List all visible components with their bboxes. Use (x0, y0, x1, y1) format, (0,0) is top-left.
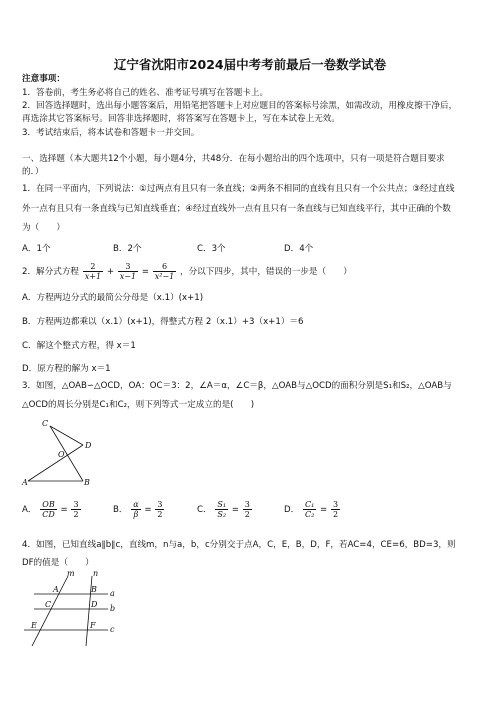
q2-fraction-2: $\frac{3}{x-1}$ (119, 262, 137, 281)
q4-label-line-b: b (110, 604, 116, 613)
q1-option-d: D．4个 (284, 244, 314, 254)
q4-text-line1: 4．如图，已知直线a∥b∥c，直线m，n与a，b，c分别交于点A，C，E，B，D，F，若AC=4，CE=6，BD=3，则 (22, 540, 456, 550)
q2-option-d: D．原方程的解为 x＝1 (22, 364, 111, 374)
q3-text-line2: △OCD的周长分别是C₁和C₂，则下列等式一定成立的是( ) (22, 400, 255, 410)
q3-label-b: B (84, 478, 90, 487)
q4-label-a: A (53, 585, 59, 594)
q3-label-a: A (22, 478, 28, 487)
section-heading-cont: 的．） (22, 167, 44, 177)
q4-label-d: D (91, 600, 98, 609)
q3-figure (20, 417, 100, 487)
q3-label-d: D (85, 441, 92, 450)
q3-label-c: C (42, 419, 49, 428)
q4-label-b: B (91, 585, 97, 594)
q1-option-a: A．1个 (22, 244, 51, 254)
q4-label-f: F (90, 621, 96, 630)
q4-label-m: m (67, 569, 75, 578)
notice-item-2-cont: 再选涂其它答案标号。回答非选择题时，将答案写在答题卡上，写在本试卷上无效。 (22, 114, 340, 124)
notice-item-1: 1．答卷前，考生务必将自己的姓名、准考证号填写在答题卡上。 (22, 88, 269, 98)
q3-option-b: B． $\frac{\alpha}{\beta}$ = $\frac{3}{2}$ (113, 500, 163, 519)
q1-option-c: C．3个 (197, 244, 226, 254)
q4-label-n: n (93, 569, 99, 578)
exam-title: 辽宁省沈阳市2024届中考考前最后一卷数学试卷 (113, 57, 387, 72)
notice-item-3: 3．考试结束后，将本试卷和答题卡一并交回。 (22, 128, 200, 138)
q1-text-line2: 外一点有且只有一条直线与已知直线垂直；④经过直线外一点有且只有一条直线与已知直线平行，其中正确的个数 (22, 204, 451, 214)
q3-text-line1: 3．如图，△OAB∽△OCD，OA：OC＝3：2，∠A＝α，∠C＝β，△OAB与△OCD的面积分别是S₁和S₂，△OAB与 (22, 381, 452, 391)
q2-option-c: C．解这个整式方程，得 x＝1 (22, 341, 136, 351)
q2-prefix: 2．解分式方程 (22, 267, 80, 277)
q4-label-e: E (31, 621, 37, 630)
q4-label-line-c: c (110, 625, 115, 634)
section-heading: 一、选择题（本大题共12个小题，每小题4分，共48分．在每小题给出的四个选项中，只有一项是符合题目要求 (22, 154, 445, 164)
notice-item-2: 2．回答选择题时，选出每小题答案后，用铅笔把答题卡上对应题目的答案标号涂黑，如需改动，用橡皮擦干净后， (22, 101, 458, 111)
q4-text-line2: DF的值是（ ） (22, 558, 94, 568)
q2-option-a: A．方程两边分式的最简公分母是（x.1）(x+1) (22, 293, 204, 303)
q2-option-b: B．方程两边都乘以（x.1）(x+1)，得整式方程 2（x.1）+3（x+1）＝6 (22, 317, 304, 327)
q1-text-line3: 为（ ） (22, 223, 65, 233)
q3-option-d: D． $\frac{\text{C₁}}{\text{C₂}}$ = $\frac{3}{2}$ (284, 500, 339, 519)
q4-label-line-a: a (110, 589, 115, 598)
q2-suffix: ，分以下四步，其中，错误的一步是（ ） (179, 267, 352, 277)
q2-fraction-1: $\frac{2}{x+1}$ (84, 262, 102, 281)
notice-heading: 注意事项： (22, 74, 65, 84)
q3-option-a: A． $\frac{OB}{CD}$ = $\frac{3}{2}$ (22, 500, 79, 519)
q1-option-b: B．2个 (113, 244, 142, 254)
q2-plus: + (106, 267, 115, 277)
q2-fraction-3: $\frac{6}{\text{x²−1}}$ (154, 262, 175, 281)
q2-stem (22, 261, 352, 283)
q4-label-c: C (45, 600, 52, 609)
q3-option-c: C． $\frac{\text{S₁}}{\text{S₂}}$ = $\frac{3}{2}$ (197, 500, 250, 519)
q1-text-line1: 1．在同一平面内，下列说法：①过两点有且只有一条直线；②两条不相同的直线有且只有一个公共点；③经过直线 (22, 184, 455, 194)
q4-figure (22, 566, 132, 648)
q3-label-o: O (58, 450, 65, 459)
q2-equals: = (141, 267, 149, 277)
